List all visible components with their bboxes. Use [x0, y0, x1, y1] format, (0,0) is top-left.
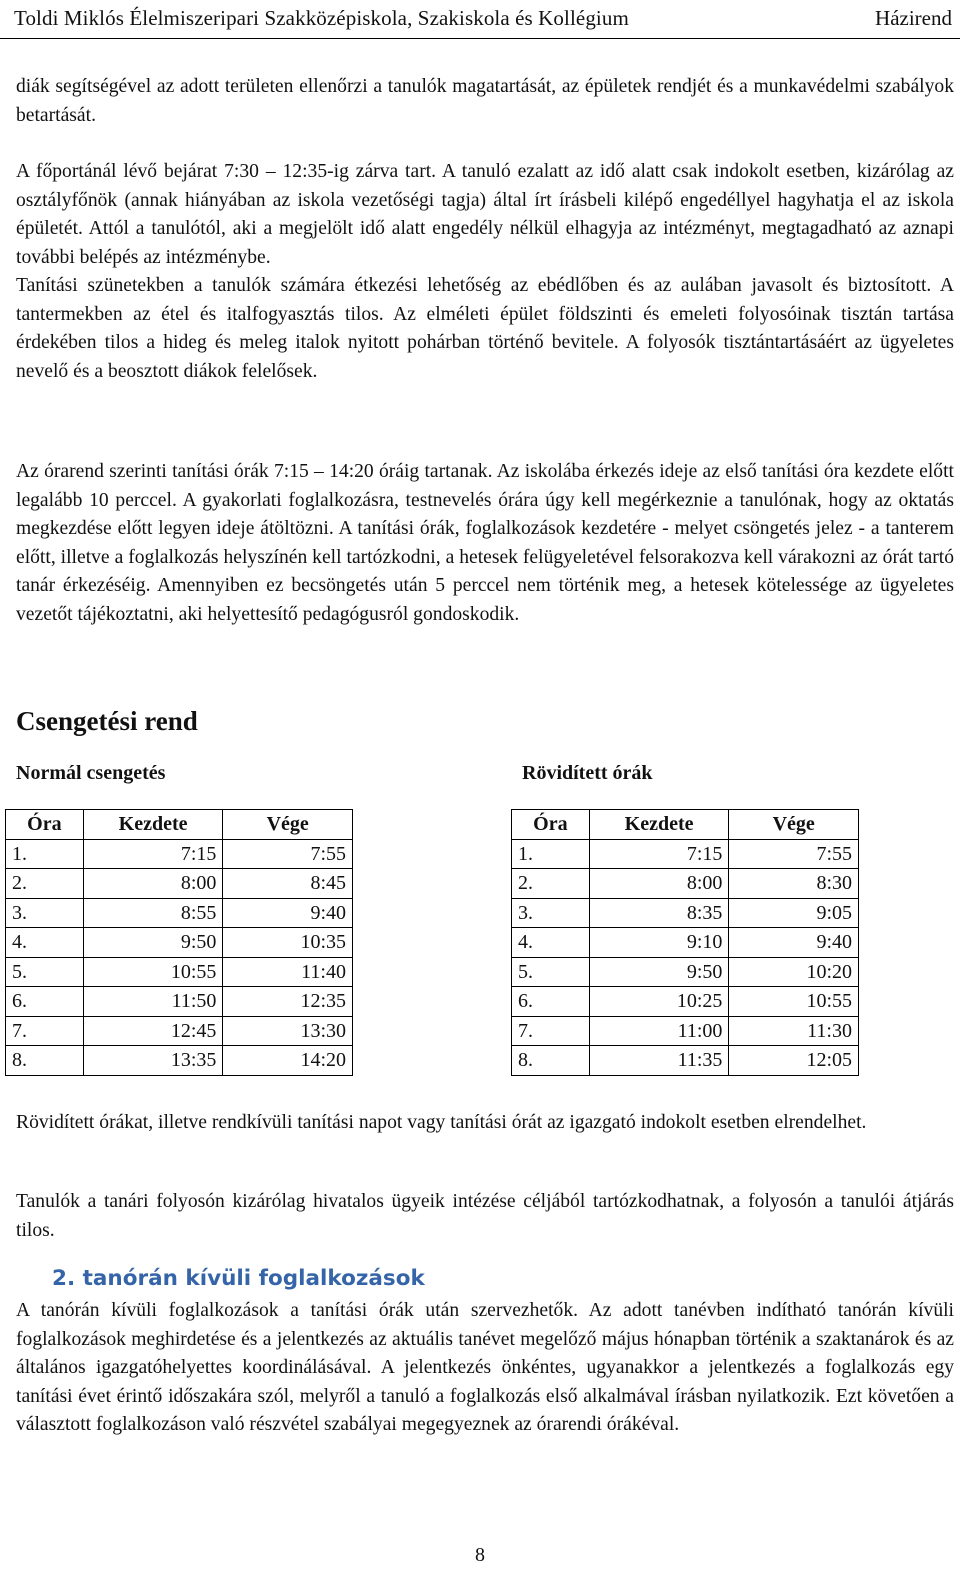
cell-kezdete: 10:25: [589, 987, 729, 1017]
table-row: [6, 987, 353, 1017]
cell-vege: 9:40: [729, 928, 859, 958]
paragraph-3: Tanítási szünetekben a tanulók számára étkezési lehetőség az ebédlőben és az aulában javasolt és biztosított. A tantermekben az étel és italfogyasztás tilos. Az elméleti épület földszinti és emeleti folyosóinak tisztán tartása érdekében tilos a hideg és meleg italok nyitott pohárban történő bevitele. A folyosók tisztántartásáért az ügyeletes nevelő és a beosztott diákok felelősek.: [16, 275, 954, 382]
short-bells-table: [511, 809, 859, 1076]
cell-vege: 12:35: [223, 987, 353, 1017]
column-header-vege: Vége: [729, 810, 859, 840]
cell-vege: 8:30: [729, 869, 859, 899]
table-row: [6, 957, 353, 987]
page-header: [0, 0, 960, 39]
column-header-kezdete: Kezdete: [83, 810, 223, 840]
cell-vege: 9:05: [729, 898, 859, 928]
cell-ora: 1.: [6, 839, 84, 869]
cell-kezdete: 8:00: [589, 869, 729, 899]
cell-ora: 3.: [6, 898, 84, 928]
cell-kezdete: 7:15: [589, 839, 729, 869]
paragraph-4: Az órarend szerinti tanítási órák 7:15 – 14:20 óráig tartanak. Az iskolába érkezés ideje az első tanítási óra kezdete előtt legalább 10 perccel. A gyakorlati foglalkozásra, testnevelés órára úgy kell megérkeznie a tanulónak, hogy az oktatás megkezdése előtt legyen ideje átöltözni. A tanítási órák, foglalkozások kezdetére - melyet csöngetés jelez - a tanterem előtt, illetve a foglalkozás helyszínén kell tartózkodni, a hetesek felügyeletével felsorakozva kell várakozni az órát tartó tanár érkezéséig. Amennyiben ez becsöngetés után 5 perccel nem történik meg, a hetesek kötelessége az ügyeletes vezetőt tájékoztatni, aki helyettesítő pedagógusról gondoskodik.: [16, 461, 954, 625]
table-row: [512, 898, 859, 928]
cell-vege: 12:05: [729, 1046, 859, 1076]
cell-vege: 7:55: [223, 839, 353, 869]
table-row: [512, 957, 859, 987]
table-row: [6, 839, 353, 869]
cell-ora: 4.: [512, 928, 590, 958]
document-title: Házirend: [875, 6, 952, 30]
normal-bells-title: Normál csengetés: [16, 762, 166, 784]
table-header-row: [6, 810, 353, 840]
table-row: [6, 898, 353, 928]
table-row: [6, 1016, 353, 1046]
cell-ora: 1.: [512, 839, 590, 869]
paragraph-1: diák segítségével az adott területen ellenőrzi a tanulók magatartását, az épületek rendjét és a munkavédelmi szabályok betartását.: [16, 76, 954, 126]
table-row: [512, 839, 859, 869]
table-row: [6, 928, 353, 958]
table-row: [512, 1046, 859, 1076]
table-row: [6, 869, 353, 899]
normal-bells-table: [5, 809, 353, 1076]
paragraph-5: Rövidített órákat, illetve rendkívüli tanítási napot vagy tanítási órát az igazgató indokolt esetben elrendelhet.: [16, 1112, 867, 1133]
cell-ora: 3.: [512, 898, 590, 928]
cell-kezdete: 12:45: [83, 1016, 223, 1046]
cell-ora: 2.: [512, 869, 590, 899]
table-row: [512, 1016, 859, 1046]
column-header-kezdete: Kezdete: [589, 810, 729, 840]
table-header-row: [512, 810, 859, 840]
cell-vege: 14:20: [223, 1046, 353, 1076]
table-row: [512, 987, 859, 1017]
column-header-ora: Óra: [6, 810, 84, 840]
cell-ora: 7.: [512, 1016, 590, 1046]
cell-kezdete: 8:55: [83, 898, 223, 928]
cell-kezdete: 13:35: [83, 1046, 223, 1076]
cell-ora: 6.: [6, 987, 84, 1017]
cell-vege: 9:40: [223, 898, 353, 928]
school-name: Toldi Miklós Élelmiszeripari Szakközépiskola, Szakiskola és Kollégium: [14, 6, 629, 30]
table-row: [512, 869, 859, 899]
cell-vege: 10:35: [223, 928, 353, 958]
column-header-vege: Vége: [223, 810, 353, 840]
cell-kezdete: 7:15: [83, 839, 223, 869]
cell-vege: 11:30: [729, 1016, 859, 1046]
column-header-ora: Óra: [512, 810, 590, 840]
cell-ora: 2.: [6, 869, 84, 899]
cell-vege: 10:20: [729, 957, 859, 987]
cell-ora: 6.: [512, 987, 590, 1017]
cell-ora: 7.: [6, 1016, 84, 1046]
section-2-number: 2.: [52, 1266, 76, 1291]
cell-vege: 13:30: [223, 1016, 353, 1046]
cell-kezdete: 9:10: [589, 928, 729, 958]
table-row: [6, 1046, 353, 1076]
cell-vege: 10:55: [729, 987, 859, 1017]
section-2-title: tanórán kívüli foglalkozások: [82, 1266, 425, 1291]
paragraph-7: A tanórán kívüli foglalkozások a tanítási órák után szervezhetők. Az adott tanévben indítható tanórán kívüli foglalkozások meghirdetése és a jelentkezés az aktuális tanévet megelőző május hónapban történik a szaktanárok és az általános igazgatóhelyettes koordinálásával. A jelentkezés önkéntes, ugyanakkor a jelentkezés a foglalkozás egy tanítási évet érintő időszakára szól, melyről a tanuló a foglalkozás első alkalmával írásban nyilatkozik. Ezt követően a választott foglalkozáson való részvétel szabályai megegyeznek az órarendi órákéval.: [16, 1300, 954, 1435]
cell-kezdete: 11:00: [589, 1016, 729, 1046]
cell-vege: 11:40: [223, 957, 353, 987]
cell-kezdete: 11:35: [589, 1046, 729, 1076]
cell-kezdete: 9:50: [589, 957, 729, 987]
section-2-heading: [52, 1266, 425, 1291]
bell-schedule-heading: Csengetési rend: [16, 706, 198, 736]
paragraph-2: A főportánál lévő bejárat 7:30 – 12:35-ig zárva tart. A tanuló ezalatt az idő alatt csak indokolt esetben, kizárólag az osztályfőnök (annak hiányában az iskola vezetőségi tagja) által írt írásbeli kilépő engedéllyel hagyhatja el az iskola épületét. Attól a tanulótól, aki a megjelölt idő alatt engedély nélkül elhagyja az intézményt, megtagadható az aznapi további belépés az intézménybe.: [16, 161, 954, 268]
cell-ora: 8.: [512, 1046, 590, 1076]
cell-kezdete: 10:55: [83, 957, 223, 987]
short-bells-title: Rövidített órák: [522, 762, 653, 784]
cell-ora: 8.: [6, 1046, 84, 1076]
cell-ora: 4.: [6, 928, 84, 958]
cell-vege: 8:45: [223, 869, 353, 899]
table-row: [512, 928, 859, 958]
cell-kezdete: 11:50: [83, 987, 223, 1017]
cell-kezdete: 9:50: [83, 928, 223, 958]
cell-ora: 5.: [6, 957, 84, 987]
page-number: 8: [475, 1544, 485, 1566]
cell-ora: 5.: [512, 957, 590, 987]
paragraph-6: Tanulók a tanári folyosón kizárólag hivatalos ügyeik intézése céljából tartózkodhatnak, a folyosón a tanulói átjárás tilos.: [16, 1191, 954, 1241]
cell-vege: 7:55: [729, 839, 859, 869]
cell-kezdete: 8:35: [589, 898, 729, 928]
cell-kezdete: 8:00: [83, 869, 223, 899]
